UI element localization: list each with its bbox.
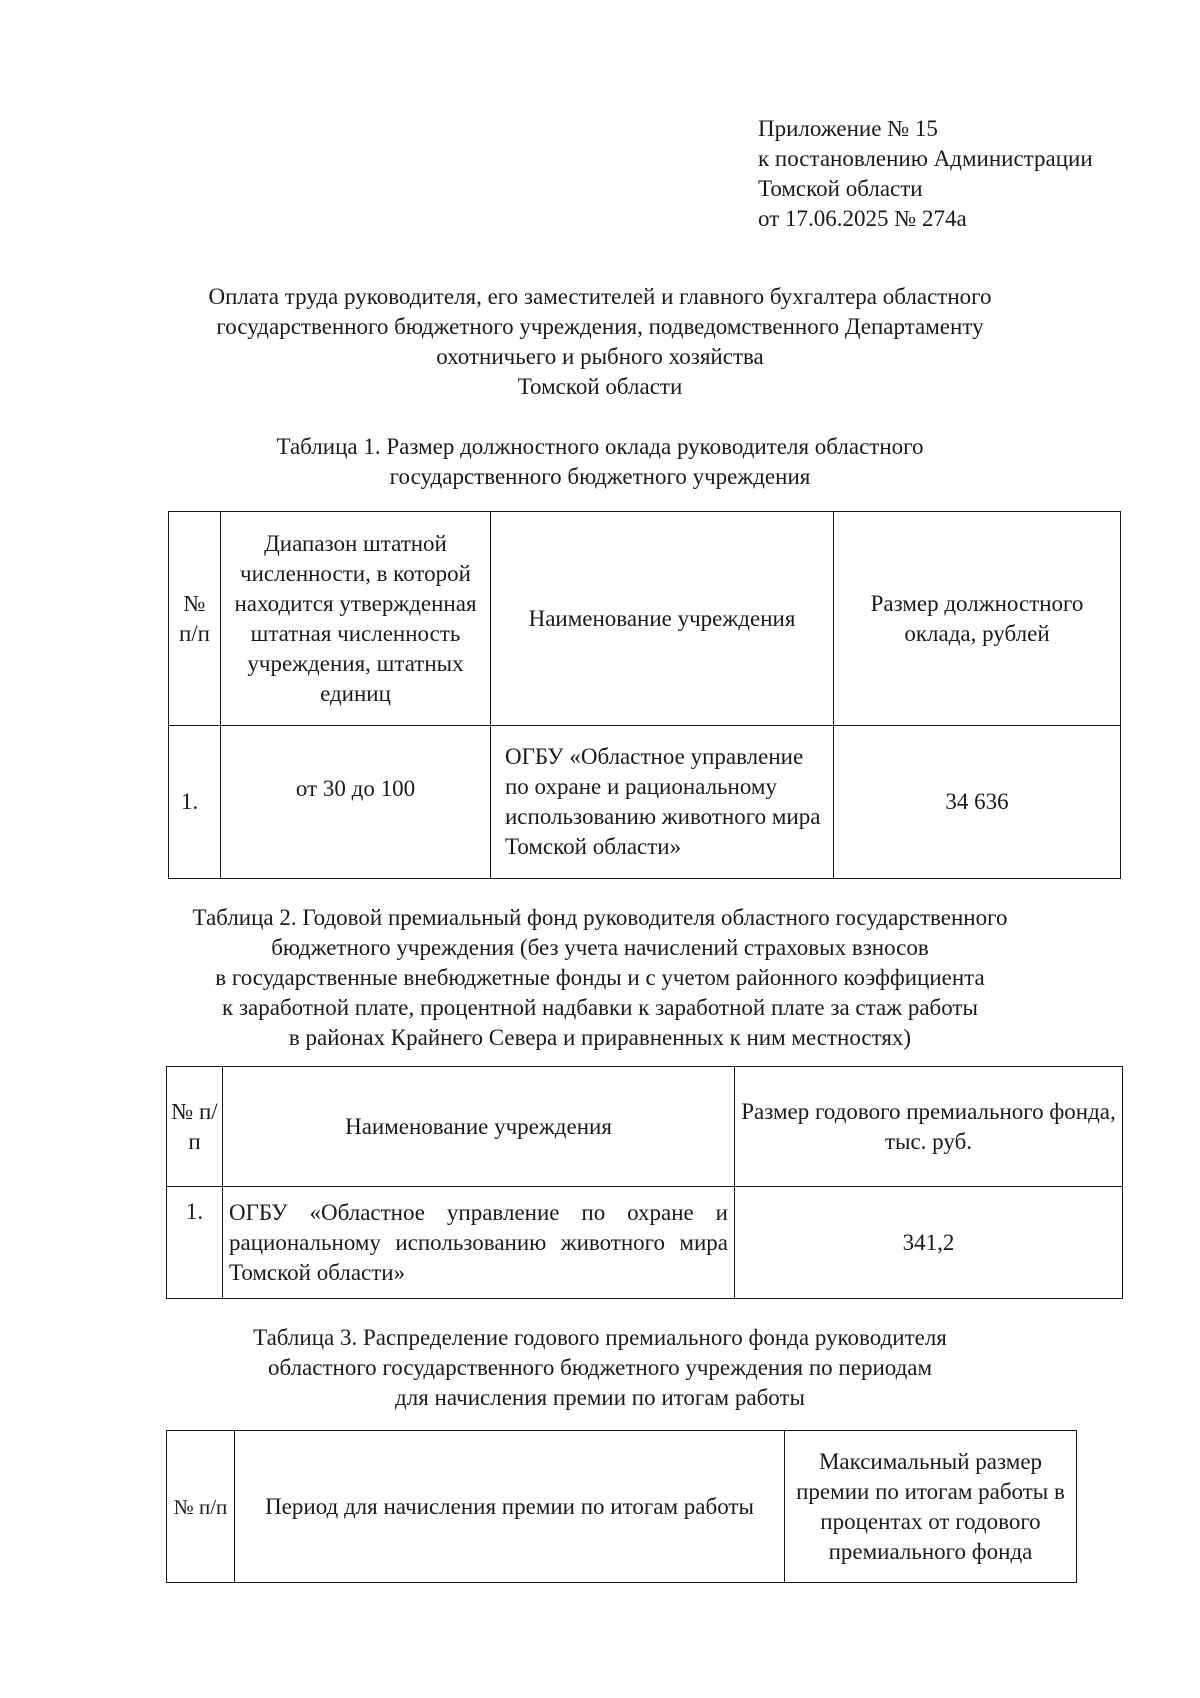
table2-caption <box>120 903 1080 1053</box>
table-salary <box>168 511 1121 879</box>
cell-fund: 341,2 <box>735 1187 1123 1299</box>
header-num: № п/п <box>167 1067 223 1187</box>
header-num: № п/п <box>169 512 221 726</box>
cell-num: 1. <box>167 1187 223 1299</box>
cell-name: ОГБУ «Областное управление по охране и рациональному использованию животного мира Томской области» <box>223 1187 735 1299</box>
cell-name: ОГБУ «Областное управление по охране и рациональному использованию животного мира Томской области» <box>491 726 834 879</box>
table-row <box>167 1187 1123 1299</box>
cell-salary: 34 636 <box>834 726 1121 879</box>
header-name: Наименование учреждения <box>491 512 834 726</box>
caption-line: государственного бюджетного учреждения <box>389 464 811 489</box>
title-line: государственного бюджетного учреждения, подведомственного Департаменту <box>216 314 984 339</box>
caption-line: Таблица 1. Размер должностного оклада руководителя областного <box>276 434 924 459</box>
table-header-row <box>167 1067 1123 1187</box>
header-range: Диапазон штатной численности, в которой находится утвержденная штатная численность учреждения, штатных единиц <box>221 512 491 726</box>
cell-num: 1. <box>169 726 221 879</box>
header-num: № п/п <box>167 1431 235 1583</box>
table-row <box>169 726 1121 879</box>
header-period: Период для начисления премии по итогам работы <box>235 1431 785 1583</box>
caption-line: областного государственного бюджетного учреждения по периодам <box>267 1355 933 1380</box>
caption-line: Таблица 2. Годовой премиальный фонд руководителя областного государственного <box>192 905 1008 930</box>
header-fund: Размер годового премиального фонда, тыс. руб. <box>735 1067 1123 1187</box>
table-header-row <box>169 512 1121 726</box>
title-line: Оплата труда руководителя, его заместителей и главного бухгалтера областного <box>208 284 992 309</box>
header-name: Наименование учреждения <box>223 1067 735 1187</box>
table3-caption <box>200 1323 1000 1413</box>
caption-line: к заработной плате, процентной надбавки к заработной плате за стаж работы <box>222 995 978 1020</box>
appendix-line: Томской области <box>758 176 923 201</box>
caption-line: для начисления премии по итогам работы <box>395 1385 805 1410</box>
table-bonus-distribution <box>166 1430 1077 1583</box>
table1-caption <box>180 432 1020 492</box>
caption-line: в районах Крайнего Севера и приравненных к ним местностях) <box>288 1025 912 1050</box>
title-line: охотничьего и рыбного хозяйства <box>436 344 764 369</box>
caption-line: в государственные внебюджетные фонды и с учетом районного коэффициента <box>215 965 985 990</box>
caption-line: бюджетного учреждения (без учета начислений страховых взносов <box>271 935 929 960</box>
table-header-row <box>167 1431 1077 1583</box>
appendix-header <box>758 114 1178 234</box>
table-bonus-fund <box>166 1066 1123 1299</box>
appendix-line: от 17.06.2025 № 274а <box>758 206 967 231</box>
document-title <box>130 282 1070 402</box>
header-salary: Размер должностного оклада, рублей <box>834 512 1121 726</box>
appendix-line: Приложение № 15 <box>758 116 938 141</box>
title-line: Томской области <box>517 374 683 399</box>
header-max: Максимальный размер премии по итогам работы в процентах от годового премиального фонда <box>785 1431 1077 1583</box>
appendix-line: к постановлению Администрации <box>758 146 1093 171</box>
caption-line: Таблица 3. Распределение годового премиального фонда руководителя <box>253 1325 947 1350</box>
cell-range: от 30 до 100 <box>221 726 491 879</box>
